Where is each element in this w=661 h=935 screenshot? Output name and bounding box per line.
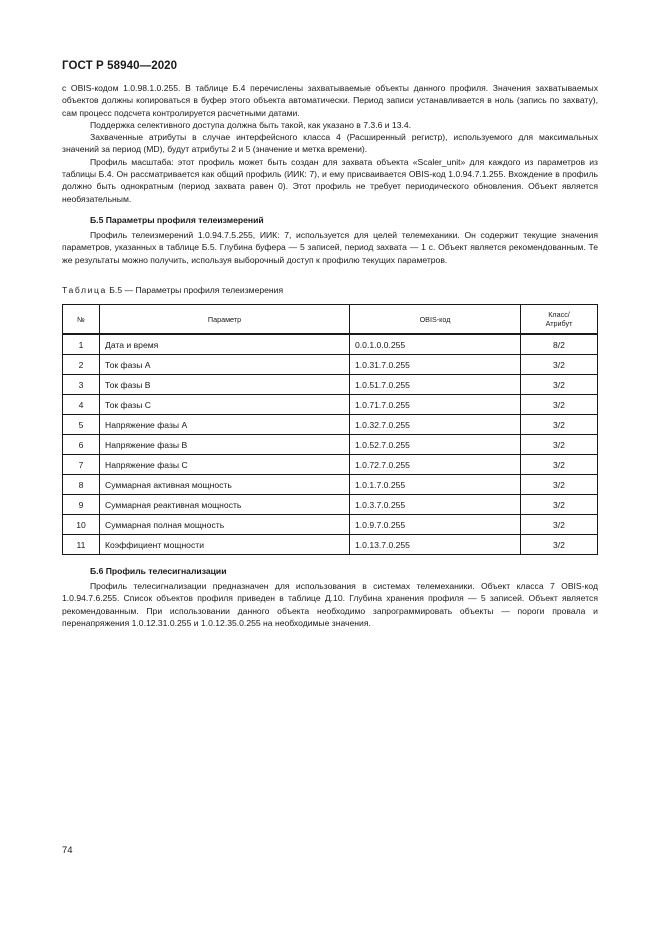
table-row bbox=[63, 475, 598, 495]
cell-num: 10 bbox=[63, 515, 100, 535]
cell-num: 7 bbox=[63, 455, 100, 475]
section-title-b5: Б.5 Параметры профиля телеизмерений bbox=[90, 214, 264, 225]
cell-param: Суммарная полная мощность bbox=[100, 515, 350, 535]
cell-obis: 1.0.52.7.0.255 bbox=[350, 435, 521, 455]
cell-obis: 1.0.1.7.0.255 bbox=[350, 475, 521, 495]
page-number: 74 bbox=[62, 845, 73, 856]
cell-param: Суммарная активная мощность bbox=[100, 475, 350, 495]
cell-obis: 1.0.72.7.0.255 bbox=[350, 455, 521, 475]
cell-obis: 1.0.32.7.0.255 bbox=[350, 415, 521, 435]
table-row bbox=[63, 334, 598, 355]
table-row bbox=[63, 495, 598, 515]
table-caption bbox=[62, 284, 598, 296]
cell-class: 3/2 bbox=[521, 355, 598, 375]
cell-num: 3 bbox=[63, 375, 100, 395]
cell-class: 3/2 bbox=[521, 475, 598, 495]
cell-num: 6 bbox=[63, 435, 100, 455]
table-row bbox=[63, 375, 598, 395]
cell-class: 8/2 bbox=[521, 334, 598, 355]
section-title-b6: Б.6 Профиль телесигнализации bbox=[90, 566, 227, 577]
header-obis: OBIS-код bbox=[350, 305, 521, 335]
header-class-line2: Атрибут bbox=[545, 319, 573, 329]
header-class bbox=[521, 305, 598, 335]
section-b6-paragraph: Профиль телесигнализации предназначен для использования в системах телемеханики. Объект класса 7 OBIS-код 1.0.94.7.6.255. Список объектов профиля приведен в таблице Д.10. Глубина хранения профиля — 5 записей. Объект является рекомендованным. При использовании данного объекта необходимо запрограммировать объекты — пороги провала и перенапряжения 1.0.12.31.0.255 и 1.0.12.35.0.255 на необходимые значения. bbox=[62, 581, 598, 629]
cell-param: Ток фазы B bbox=[100, 375, 350, 395]
cell-class: 3/2 bbox=[521, 395, 598, 415]
intro-paragraph: Захваченные атрибуты в случае интерфейсного класса 4 (Расширенный регистр), используемого для максимальных значений за период (MD), будут атрибуты 2 и 5 (значение и метка времени). bbox=[62, 132, 598, 155]
cell-obis: 1.0.71.7.0.255 bbox=[350, 395, 521, 415]
intro-paragraph: Поддержка селективного доступа должна быть такой, как указано в 7.3.6 и 13.4. bbox=[90, 119, 412, 130]
cell-class: 3/2 bbox=[521, 515, 598, 535]
cell-param: Напряжение фазы B bbox=[100, 435, 350, 455]
cell-num: 8 bbox=[63, 475, 100, 495]
cell-param: Ток фазы C bbox=[100, 395, 350, 415]
cell-obis: 0.0.1.0.0.255 bbox=[350, 334, 521, 355]
intro-paragraph: с OBIS-кодом 1.0.98.1.0.255. В таблице Б.4 перечислены захватываемые объекты данного профиля. Значения захватываемых объектов должны копироваться в буфер этого объекта автоматически. Период записи устанавливается в ноль (запись по захвату), сам процесс подсчета контролируется расчетными датами. bbox=[62, 83, 598, 118]
cell-obis: 1.0.9.7.0.255 bbox=[350, 515, 521, 535]
table-row bbox=[63, 355, 598, 375]
cell-num: 9 bbox=[63, 495, 100, 515]
table-row bbox=[63, 435, 598, 455]
section-b5-paragraph: Профиль телеизмерений 1.0.94.7.5.255, ИИК: 7, используется для целей телемеханики. Он содержит текущие значения параметров, указанных в таблице Б.5. Глубина буфера — 5 записей, период захвата — 1 с. Объект является рекомендованным. Те же результаты можно получить, используя выборочный доступ к профилю текущих параметров. bbox=[62, 229, 598, 265]
cell-param: Суммарная реактивная мощность bbox=[100, 495, 350, 515]
cell-obis: 1.0.51.7.0.255 bbox=[350, 375, 521, 395]
cell-num: 2 bbox=[63, 355, 100, 375]
cell-param: Дата и время bbox=[100, 334, 350, 355]
intro-paragraph: Профиль масштаба: этот профиль может быть создан для захвата объекта «Scaler_unit» для каждого из параметров из таблицы Б.4. Он рассматривается как общий профиль (ИИК: 7), и ему присваивается OBIS-код 1.0.94.7.1.255. Вхождение в профиль должно быть однократным (период захвата равен 0). Этот профиль не требует периодического обновления. Объект является необязательным. bbox=[62, 156, 598, 204]
table-row bbox=[63, 455, 598, 475]
cell-param: Коэффициент мощности bbox=[100, 535, 350, 555]
header-class-line1: Класс/ bbox=[548, 310, 570, 320]
cell-param: Ток фазы A bbox=[100, 355, 350, 375]
cell-class: 3/2 bbox=[521, 435, 598, 455]
table-row bbox=[63, 535, 598, 555]
cell-obis: 1.0.31.7.0.255 bbox=[350, 355, 521, 375]
cell-class: 3/2 bbox=[521, 535, 598, 555]
cell-num: 4 bbox=[63, 395, 100, 415]
cell-class: 3/2 bbox=[521, 455, 598, 475]
table-row bbox=[63, 515, 598, 535]
cell-num: 1 bbox=[63, 334, 100, 355]
table-caption-text: Б.5 — Параметры профиля телеизмерения bbox=[109, 284, 284, 295]
cell-param: Напряжение фазы C bbox=[100, 455, 350, 475]
cell-class: 3/2 bbox=[521, 415, 598, 435]
page-header: ГОСТ Р 58940—2020 bbox=[62, 60, 178, 72]
cell-num: 5 bbox=[63, 415, 100, 435]
cell-obis: 1.0.3.7.0.255 bbox=[350, 495, 521, 515]
table-row bbox=[63, 395, 598, 415]
table-row bbox=[63, 415, 598, 435]
cell-obis: 1.0.13.7.0.255 bbox=[350, 535, 521, 555]
header-param: Параметр bbox=[100, 305, 350, 335]
cell-num: 11 bbox=[63, 535, 100, 555]
cell-param: Напряжение фазы A bbox=[100, 415, 350, 435]
parameters-table bbox=[62, 304, 598, 555]
table-header-row bbox=[63, 305, 598, 335]
cell-class: 3/2 bbox=[521, 375, 598, 395]
table-caption-label: Таблица bbox=[62, 284, 107, 295]
cell-class: 3/2 bbox=[521, 495, 598, 515]
document-body bbox=[62, 82, 598, 629]
header-num: № bbox=[63, 305, 100, 335]
